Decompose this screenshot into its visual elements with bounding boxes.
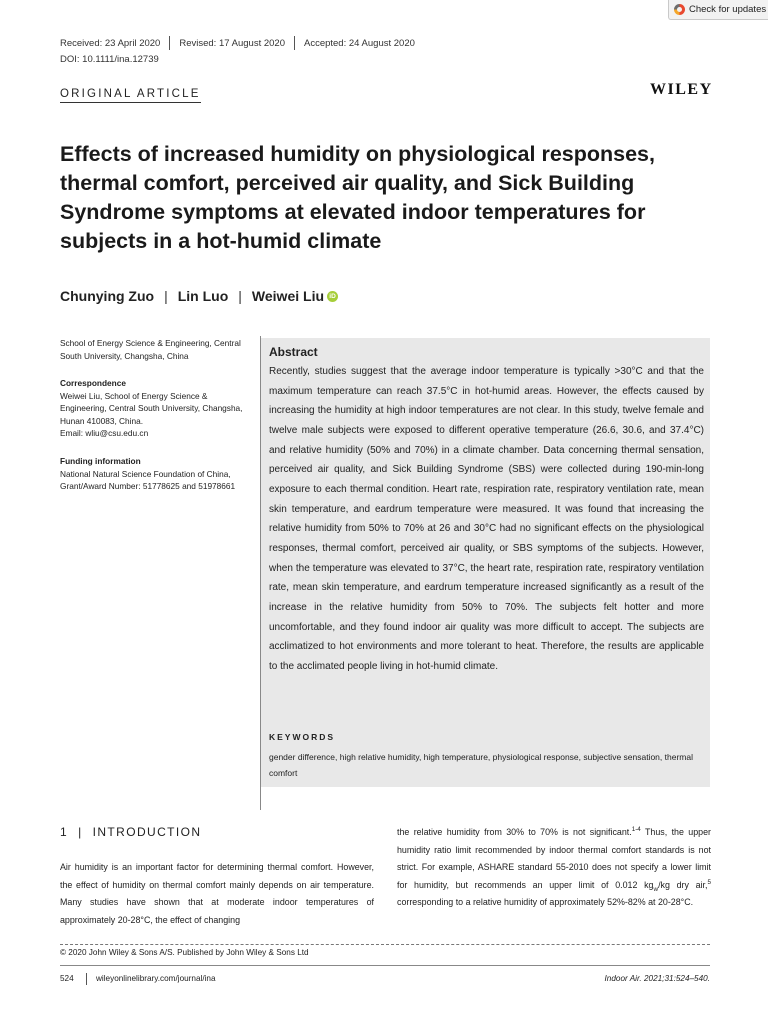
author-separator: | xyxy=(164,288,168,304)
article-dates xyxy=(60,36,415,50)
subscript: w xyxy=(653,885,659,893)
correspondence-text: Weiwei Liu, School of Energy Science & Engineering, Central South University, Changsha, Hunan 410083, China. xyxy=(60,390,243,426)
funding xyxy=(60,455,250,493)
correspondence-heading: Correspondence xyxy=(60,378,126,388)
author-name[interactable]: Lin Luo xyxy=(177,288,229,304)
section-title: INTRODUCTION xyxy=(92,825,202,839)
footnote-divider xyxy=(60,944,710,945)
divider xyxy=(169,36,170,50)
reference[interactable]: 5 xyxy=(707,878,711,886)
funding-heading: Funding information xyxy=(60,456,141,466)
intro-paragraph-left: Air humidity is an important factor for determining thermal comfort. However, the effect of humidity on thermal comfort mainly depends on air temperature. Many studies have shown that at moderate indoor temperatures of approximately 20-28°C, the effect of changing xyxy=(60,862,374,925)
author-separator: | xyxy=(238,288,242,304)
correspondence-email[interactable]: Email: wliu@csu.edu.cn xyxy=(60,428,149,438)
page-number: 524 xyxy=(60,974,74,983)
text-run: /kg dry air, xyxy=(658,879,708,890)
doi: DOI: 10.1111/ina.12739 xyxy=(60,54,159,65)
check-for-updates-button[interactable] xyxy=(668,0,768,20)
check-for-updates-label: Check for updates xyxy=(689,4,767,15)
accepted-date: Accepted: 24 August 2020 xyxy=(303,37,415,49)
journal-citation: Indoor Air. 2021;31:524–540. xyxy=(604,974,710,983)
section-number: 1 xyxy=(60,825,69,839)
keywords-heading: KEYWORDS xyxy=(269,732,336,742)
keywords-text: gender difference, high relative humidity, high temperature, physiological response, subjective sensation, thermal comfort xyxy=(269,752,693,778)
journal-link[interactable]: wileyonlinelibrary.com/journal/ina xyxy=(96,974,216,983)
author-name[interactable]: Chunying Zuo xyxy=(60,288,155,304)
footer-divider xyxy=(60,965,710,966)
author-list xyxy=(60,288,338,304)
reference[interactable]: 1-4 xyxy=(631,826,641,834)
affiliation: School of Energy Science & Engineering, Central South University, Changsha, China xyxy=(60,338,241,361)
text-run: the relative humidity from 30% to 70% is not significant. xyxy=(397,827,632,837)
intro-paragraph-right xyxy=(397,824,711,912)
section-heading xyxy=(60,825,201,839)
received-date: Received: 23 April 2020 xyxy=(60,37,161,49)
text-run: Thus, the upper humidity ratio limit recommended by indoor thermal comfort standards is not strict. For example, ASHARE standard 55-2010 does not specify a lower limit for humidity, but recommends an upper limit of 0.012 kg xyxy=(397,827,711,890)
text-run: corresponding to a relative humidity of approximately 52%-82% at 20-28°C. xyxy=(397,897,694,907)
paper-title: Effects of increased humidity on physiological responses, thermal comfort, perceived air quality, and Sick Building Syndrome symptoms at elevated indoor temperatures for subjects in a hot-humid climate xyxy=(60,142,655,253)
publisher-logo: WILEY xyxy=(650,81,713,98)
author-name[interactable]: Weiwei Liu xyxy=(251,288,325,304)
funding-text: National Natural Science Foundation of China, Grant/Award Number: 51778625 and 51978661 xyxy=(60,468,236,491)
check-for-updates-icon xyxy=(674,4,685,15)
orcid-icon[interactable]: iD xyxy=(327,291,338,302)
correspondence xyxy=(60,377,250,440)
divider xyxy=(294,36,295,50)
divider xyxy=(86,973,87,985)
article-type: ORIGINAL ARTICLE xyxy=(60,88,201,103)
copyright: © 2020 John Wiley & Sons A/S. Published by John Wiley & Sons Ltd xyxy=(60,948,309,957)
abstract-text: Recently, studies suggest that the average indoor temperature is typically >30°C and that the maximum temperature can reach 37.5°C in hot-humid areas. However, the effects caused by increasing the humidity at high indoor temperatures are not clear. In this study, twelve female and twelve male subjects were exposed to different operative temperature (26.6, 30.6, and 37.4°C) and relative humidity (50% and 70%) in a climate chamber. Data concerning thermal sensation, perceived air quality, and Sick Building Syndrome (SBS) were collected during 190-min-long exposure to each thermal condition. Heart rate, respiration rate, respiratory ventilation rate, mean skin temperature, and eardrum temperature were measured. It was found that increasing the relative humidity from 50% to 70% at 26 and 30°C had no significant effects on the physiological responses, thermal comfort, perceived air quality, or SBS symptoms of the subjects. However, when the temperature was elevated to 37°C, the heart rate, respiration rate, respiratory ventilation rate, mean skin temperature, and eardrum temperature increased significantly as a result of the increase in the relative humidity from 50% to 70%. The subjects felt hotter and more uncomfortable, and they found indoor air quality was more difficult to accept. The subjects are acclimatized to hot environments and more tolerant to heat. Therefore, the results are applicable to the acclimated people living in hot-humid climate. xyxy=(269,366,704,672)
abstract-heading: Abstract xyxy=(269,345,318,359)
section-separator: | xyxy=(78,825,83,839)
revised-date: Revised: 17 August 2020 xyxy=(179,37,285,49)
